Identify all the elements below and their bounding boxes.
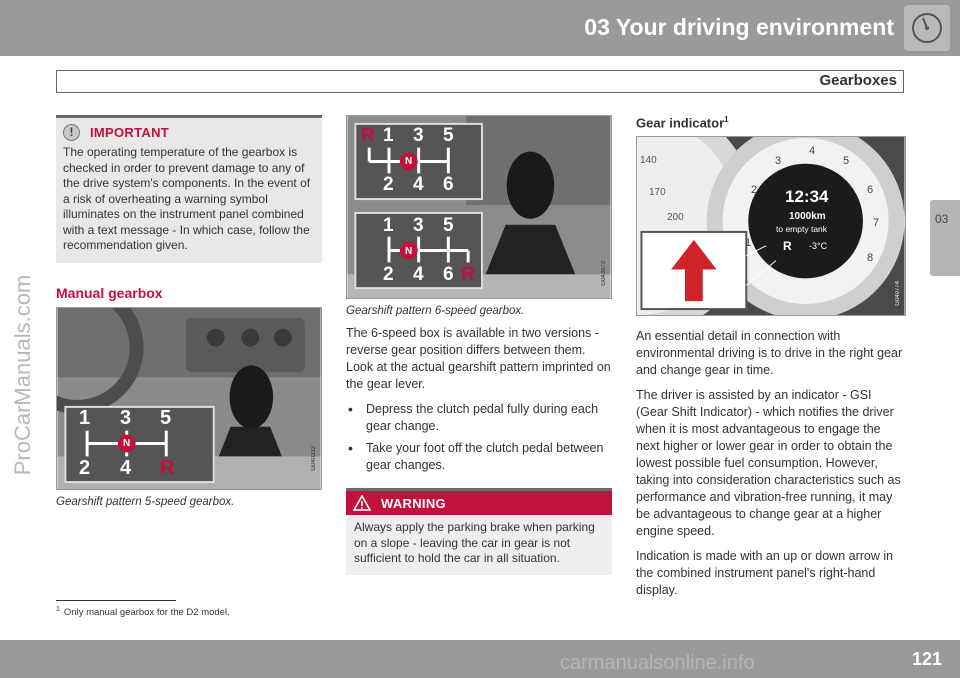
warning-box: [346, 488, 612, 575]
gearshift-5-photo: [56, 307, 322, 490]
manual-gearbox-heading: Manual gearbox: [56, 284, 163, 301]
display-temp: -3°C: [809, 241, 828, 252]
chapter-tab-label: 03: [935, 212, 949, 226]
caption-6-speed: Gearshift pattern 6-speed gearbox.: [346, 305, 525, 317]
column-left: [56, 115, 322, 508]
important-box: [56, 115, 322, 263]
pattern6b-bottom-6: 6: [443, 264, 454, 285]
rpm-6: 6: [867, 184, 874, 197]
warning-label: WARNING: [381, 495, 446, 511]
chapter-title: 03 Your driving environment: [584, 14, 894, 40]
header-bar: [0, 0, 960, 56]
pattern6a-top-r: R: [361, 125, 375, 146]
rpm-2: 2: [751, 184, 758, 197]
rpm-4: 4: [809, 145, 816, 158]
pattern6b-top-5: 5: [443, 215, 454, 236]
gear-indicator-heading: [636, 115, 906, 130]
display-time: 12:34: [785, 187, 829, 207]
instrument-panel-photo: [636, 136, 906, 316]
rpm-3: 3: [775, 155, 782, 168]
section-bar: [56, 70, 904, 93]
pattern6b-top-3: 3: [413, 215, 424, 236]
footnote-ref: 1: [724, 115, 729, 124]
important-label: IMPORTANT: [90, 124, 170, 140]
chapter-tab[interactable]: [930, 200, 960, 276]
side-watermark: [8, 210, 38, 540]
pattern5-neutral: N: [123, 437, 131, 449]
display-range-sub: to empty tank: [776, 224, 828, 235]
footer-watermark: carmanualsonline.info: [560, 652, 755, 674]
important-text: The operating temperature of the gearbox is checked in order to prevent damage to any of the drive system's components. In the event of a risk of overheating a warning symbol illuminates on the instrument panel combined with a text message - In which case, follow the recommendation given.: [63, 145, 311, 252]
footnote-rule: [56, 600, 176, 601]
footnote: [56, 606, 230, 618]
pattern6a-top-1: 1: [383, 125, 394, 146]
list-item: • Take your foot off the clutch pedal between gear changes.: [346, 440, 612, 474]
image-code: G043973: [601, 261, 607, 286]
image-code: G040774: [895, 280, 901, 306]
rpm-7: 7: [873, 217, 880, 230]
pattern6b-bottom-r: R: [461, 264, 475, 285]
footer-bar: [0, 640, 960, 678]
column-right: [636, 115, 906, 599]
footnote-marker: 1: [56, 606, 60, 613]
page-number: 121: [911, 649, 942, 669]
pattern5-bottom-4: 4: [120, 456, 132, 479]
speed-200: 200: [667, 212, 684, 224]
gear-indicator-heading-text: Gear indicator: [636, 115, 725, 131]
display-range: 1000km: [789, 211, 826, 223]
warning-header: [346, 491, 612, 515]
section-title: Gearboxes: [819, 72, 897, 89]
pattern6a-top-5: 5: [443, 125, 454, 146]
pattern6a-bottom-6: 6: [443, 174, 454, 195]
exclamation-icon: !: [63, 124, 80, 141]
clutch-bullets: [346, 401, 612, 474]
pattern5-bottom-r: R: [160, 456, 175, 479]
rpm-8: 8: [867, 252, 874, 265]
image-code: G040332: [311, 445, 317, 471]
six-speed-paragraph: The 6-speed box is available in two versions - reverse gear position differs between them. Look at the actual gearshift pattern imprinted on the gear lever.: [346, 326, 611, 391]
gauge-icon: [904, 5, 950, 51]
side-watermark-text: ProCarManuals.com: [10, 274, 35, 476]
pattern5-top-3: 3: [120, 406, 132, 429]
rpm-5: 5: [843, 155, 850, 168]
gear-indicator-para-1: An essential detail in connection with environmental driving is to drive in the right gear and change gear in time.: [636, 329, 903, 378]
pattern6b-bottom-4: 4: [413, 264, 424, 285]
pattern6b-top-1: 1: [383, 215, 394, 236]
pattern5-bottom-2: 2: [79, 456, 91, 479]
pattern6a-bottom-2: 2: [383, 174, 394, 195]
display-gear: R: [783, 239, 792, 254]
bullet-text: Take your foot off the clutch pedal between gear changes.: [366, 441, 604, 472]
warning-triangle-icon: [353, 495, 371, 511]
gearshift-6-photo: [346, 115, 612, 299]
pattern6a-top-3: 3: [413, 125, 424, 146]
column-middle: [346, 115, 612, 575]
rpm-1: 1: [745, 237, 752, 250]
gear-indicator-para-3: Indication is made with an up or down arrow in the combined instrument panel's right-hand display.: [636, 549, 894, 598]
footnote-text: Only manual gearbox for the D2 model.: [63, 607, 230, 619]
list-item: • Depress the clutch pedal fully during each gear change.: [346, 401, 612, 435]
pattern5-top-1: 1: [79, 406, 91, 429]
bullet-text: Depress the clutch pedal fully during each gear change.: [366, 402, 599, 433]
pattern6b-neutral: N: [405, 246, 413, 257]
gear-indicator-para-2: The driver is assisted by an indicator - GSI (Gear Shift Indicator) - which notifies the driver when it is most advantageous to engage the next higher or lower gear in order to obtain the lowest possible fuel consumption. However, taking into consideration characteristics such as performance and vibration-free running, it may be advantageous to change gear at a higher engine speed.: [636, 388, 901, 539]
speed-170: 170: [649, 187, 666, 199]
important-header: [63, 122, 315, 142]
speed-140: 140: [640, 155, 657, 167]
caption-5-speed: Gearshift pattern 5-speed gearbox.: [56, 495, 235, 508]
pattern6a-bottom-4: 4: [413, 174, 424, 195]
pattern6a-neutral: N: [405, 156, 413, 167]
pattern5-top-5: 5: [160, 406, 172, 429]
warning-text: Always apply the parking brake when parking on a slope - leaving the car in gear is not sufficient to hold the car in all situation.: [354, 520, 595, 565]
pattern6b-bottom-2: 2: [383, 264, 394, 285]
